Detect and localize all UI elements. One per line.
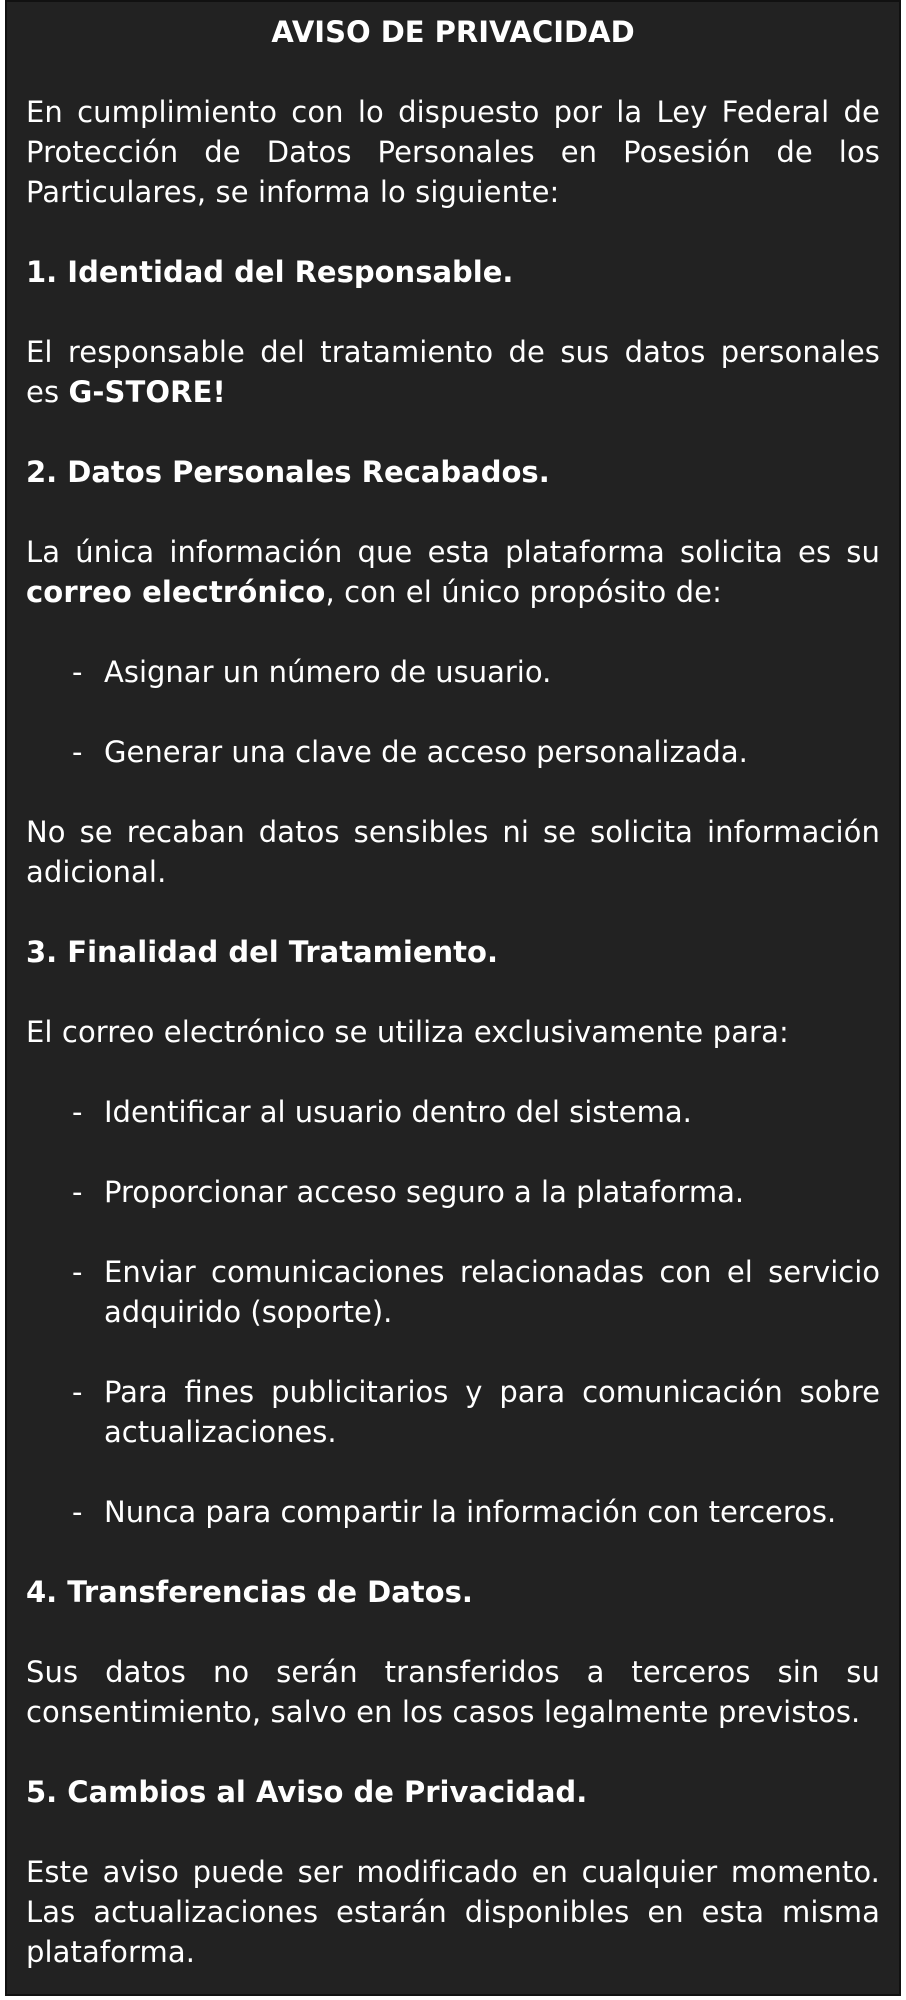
dash-marker: -	[72, 1095, 83, 1129]
list-item-text: Enviar comunicaciones relacionadas con el servicio adquirido (soporte).	[104, 1255, 880, 1329]
list-item-text: Nunca para compartir la información con terceros.	[104, 1495, 837, 1529]
list-item	[26, 1092, 880, 1132]
list-item	[26, 652, 880, 692]
section-3-heading: 3. Finalidad del Tratamiento.	[26, 935, 498, 969]
section-1-heading: 1. Identidad del Responsable.	[26, 255, 514, 289]
list-item	[26, 1492, 880, 1532]
list-item-text: Identificar al usuario dentro del sistema.	[104, 1095, 692, 1129]
list-item-text: Proporcionar acceso seguro a la plataforma.	[104, 1175, 745, 1209]
list-item	[26, 1252, 880, 1332]
dash-marker: -	[72, 1375, 83, 1409]
list-item	[26, 732, 880, 772]
list-item-text: Generar una clave de acceso personalizada.	[104, 735, 748, 769]
list-item-text: Asignar un número de usuario.	[104, 655, 552, 689]
list-item	[26, 1172, 880, 1212]
dash-marker: -	[72, 735, 83, 769]
dash-marker: -	[72, 655, 83, 689]
section-3-text: El correo electrónico se utiliza exclusivamente para:	[26, 1015, 789, 1049]
list-item-text: Para fines publicitarios y para comunicación sobre actualizaciones.	[104, 1375, 880, 1449]
section-2-text	[26, 532, 880, 612]
section-2-text-after: , con el único propósito de:	[325, 575, 722, 609]
section-1-text	[26, 332, 880, 412]
section-5-text: Este aviso puede ser modificado en cualquier momento. Las actualizaciones estarán disponibles en esta misma plataforma.	[26, 1855, 880, 1969]
dash-marker: -	[72, 1255, 83, 1289]
list-item	[26, 1372, 880, 1452]
intro-paragraph: En cumplimiento con lo dispuesto por la Ley Federal de Protección de Datos Personales en Posesión de los Particulares, se informa lo siguiente:	[26, 95, 880, 209]
dash-marker: -	[72, 1495, 83, 1529]
company-name: G-STORE!	[68, 375, 226, 409]
section-4-text: Sus datos no serán transferidos a terceros sin su consentimiento, salvo en los casos legalmente previstos.	[26, 1655, 880, 1729]
dash-marker: -	[72, 1175, 83, 1209]
section-5-heading: 5. Cambios al Aviso de Privacidad.	[26, 1775, 588, 1809]
section-4-heading: 4. Transferencias de Datos.	[26, 1575, 473, 1609]
email-term: correo electrónico	[26, 575, 326, 609]
section-1-text-before: El responsable del tratamiento de sus datos personales es	[26, 335, 880, 409]
section-2-note: No se recaban datos sensibles ni se solicita información adicional.	[26, 815, 880, 889]
section-2-text-before: La única información que esta plataforma solicita es su	[26, 535, 880, 569]
notice-title: AVISO DE PRIVACIDAD	[271, 15, 635, 49]
privacy-notice-panel	[5, 0, 901, 1996]
section-3-bullet-list	[26, 1092, 880, 1532]
section-2-bullet-list	[26, 652, 880, 772]
section-2-heading: 2. Datos Personales Recabados.	[26, 455, 550, 489]
